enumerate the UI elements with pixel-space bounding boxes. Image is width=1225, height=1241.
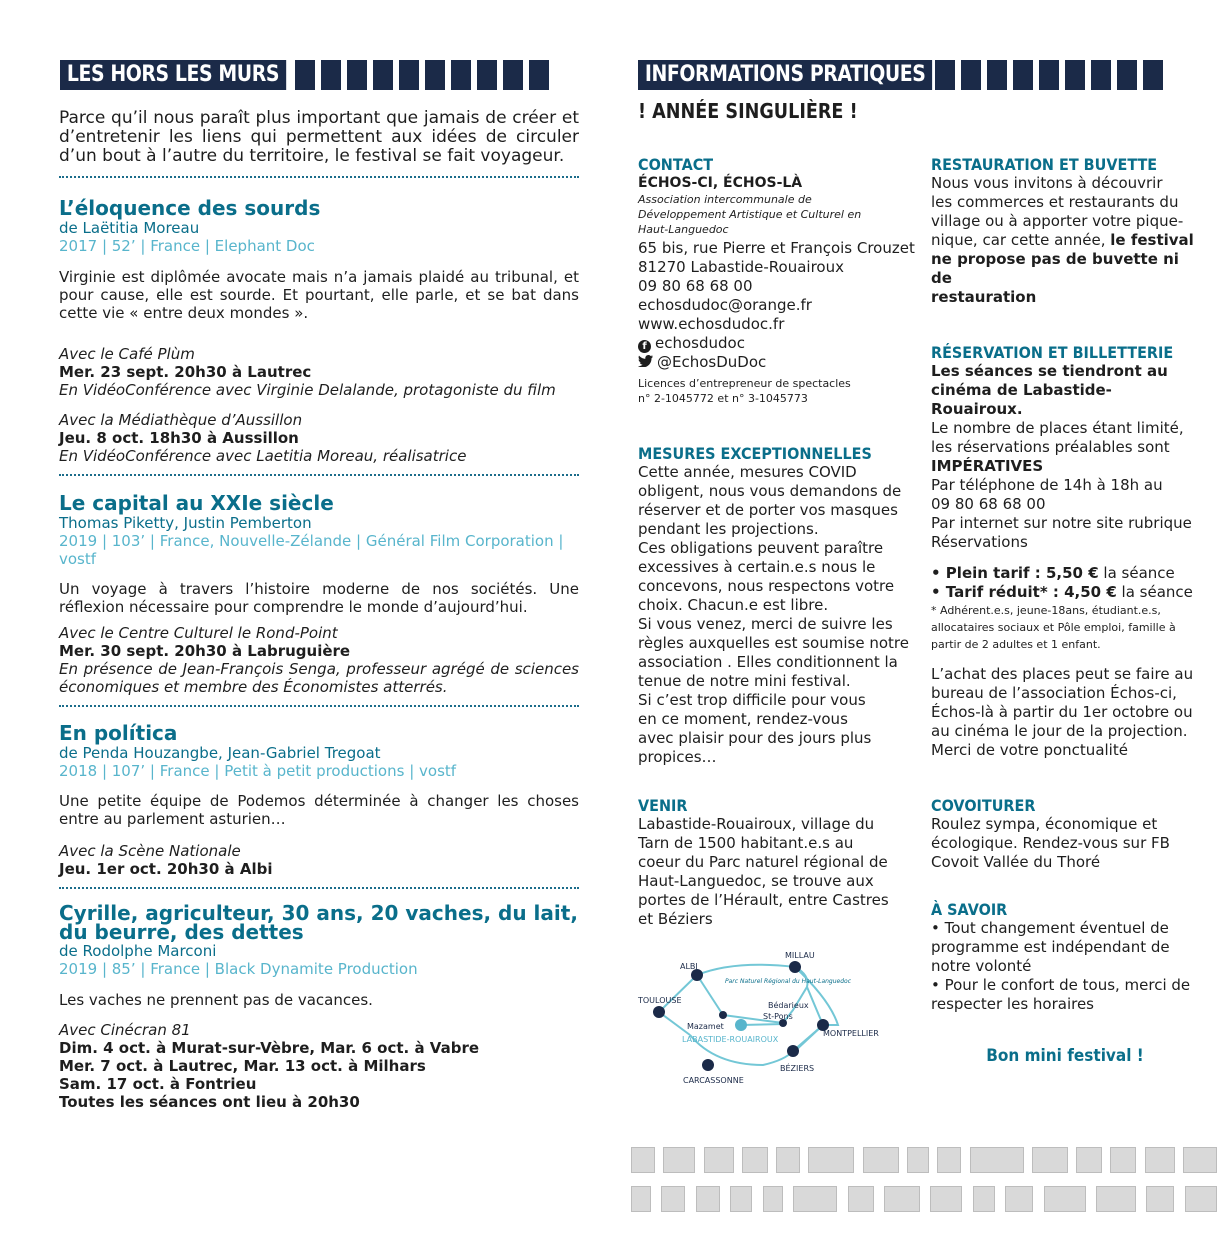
savoir-line: respecter les horaires (931, 995, 1094, 1013)
screening-line: Sam. 17 oct. à Fontrieu (59, 1075, 257, 1093)
achat-line: bureau de l’association Échos-ci, (931, 684, 1177, 702)
map-label-montpellier: MONTPELLIER (823, 1029, 879, 1038)
region-map (635, 945, 900, 1090)
map-label-bedarieux: Bédarieux (768, 1001, 809, 1010)
map-label-millau: MILLAU (785, 951, 815, 960)
divider (59, 705, 579, 707)
film-meta: 2019 | 85’ | France | Black Dynamite Production (59, 960, 418, 978)
mesures-line: Si vous venez, merci de suivre les (638, 615, 893, 633)
price-reduced: • Tarif réduit* : 4,50 € la séance (931, 583, 1193, 601)
screening-line: Toutes les séances ont lieu à 20h30 (59, 1093, 360, 1111)
screening-date: Mer. 30 sept. 20h30 à Labruguière (59, 642, 351, 660)
mesures-line: Si c’est trop difficile pour vous (638, 691, 866, 709)
partner-logo (763, 1186, 783, 1212)
film-director: de Penda Houzangbe, Jean-Gabriel Tregoat (59, 744, 381, 762)
subtitle: ! ANNÉE SINGULIÈRE ! (638, 99, 858, 123)
partner-logo (663, 1147, 695, 1173)
mesures-line: propices… (638, 748, 717, 766)
venir-line: et Béziers (638, 910, 713, 928)
mesures-line: en ce moment, rendez-vous (638, 710, 848, 728)
map-label-toulouse: TOULOUSE (638, 996, 682, 1005)
mesures-line: Ces obligations peuvent paraître (638, 539, 884, 557)
covoiturer-text (931, 815, 1199, 872)
partner-logo (631, 1186, 651, 1212)
screening-line: Mer. 7 oct. à Lautrec, Mar. 13 oct. à Milhars (59, 1057, 426, 1075)
partner-logos-row-2 (631, 1186, 1217, 1212)
savoir-heading: À SAVOIR (931, 900, 1008, 919)
price-full: • Plein tarif : 5,50 € la séance (931, 564, 1175, 582)
covoiturer-heading: COVOITURER (931, 796, 1036, 815)
reservation-bold-line: Les séances se tiendront au (931, 362, 1168, 380)
screening-partner: Avec le Café Plùm (59, 345, 195, 363)
reservation-line: Par téléphone de 14h à 18h au (931, 476, 1163, 494)
contact-heading: CONTACT (638, 155, 714, 174)
reservation-phone: 09 80 68 68 00 (931, 495, 1046, 513)
reservation-line: Par internet sur notre site rubrique (931, 514, 1192, 532)
info-column-a (638, 155, 918, 929)
film-synopsis: Virginie est diplômée avocate mais n’a jamais plaidé au tribunal, et pour cause, elle est sourde. Et pourtant, elle parle, et se bat dans cette vie « entre deux mondes ». (59, 268, 579, 322)
film-director: Thomas Piketty, Justin Pemberton (59, 514, 312, 532)
film-director: de Rodolphe Marconi (59, 942, 217, 960)
film-block (59, 901, 579, 1111)
mesures-line: avec plaisir pour des jours plus (638, 729, 872, 747)
intro-text: Parce qu’il nous paraît plus important que jamais de créer et d’entretenir les liens qui permettent aux idées de circuler d’un bout à l’autre du territoire, le festival se fait voyageur. (59, 108, 579, 166)
partner-logo (1185, 1186, 1217, 1212)
partner-logo (808, 1147, 854, 1173)
mesures-line: tenue de notre mini festival. (638, 672, 851, 690)
screening-partner: Avec Cinécran 81 (59, 1021, 191, 1039)
partner-logo (1044, 1186, 1086, 1212)
partner-logo (1146, 1186, 1174, 1212)
partner-logo (776, 1147, 800, 1173)
achat-line: Échos-là à partir du 1er octobre ou (931, 703, 1193, 721)
contact-address: 65 bis, rue Pierre et François Crouzet (638, 239, 915, 257)
mesures-line: règles auxquelles est soumise notre (638, 634, 909, 652)
partner-logo (1145, 1147, 1175, 1173)
achat-line: L’achat des places peut se faire au (931, 665, 1194, 683)
partner-logo (1110, 1147, 1136, 1173)
contact-city: 81270 Labastide-Rouairoux (638, 258, 844, 276)
contact-facebook[interactable] (638, 334, 918, 353)
film-block (59, 493, 579, 696)
map-label-albi: ALBI (680, 962, 698, 971)
restauration-line: village ou à apporter votre pique- (931, 212, 1184, 230)
achat-line: Merci de votre ponctualité (931, 741, 1128, 759)
venir-line: coeur du Parc naturel régional de (638, 853, 888, 871)
screening-date: Mer. 23 sept. 20h30 à Lautrec (59, 363, 312, 381)
venir-heading: VENIR (638, 796, 688, 815)
partner-logo (742, 1147, 768, 1173)
partner-logo (863, 1147, 899, 1173)
film-block (59, 723, 579, 878)
closing-message: Bon mini festival ! (986, 1046, 1144, 1066)
partner-logo (661, 1186, 685, 1212)
partner-logo (848, 1186, 874, 1212)
restauration-bold-line: ne propose pas de buvette ni de (931, 250, 1179, 287)
venir-line: Tarn de 1500 habitant.e.s au (638, 834, 854, 852)
reservation-line: Le nombre de places étant limité, (931, 419, 1184, 437)
divider (59, 176, 579, 178)
screening-note: En VidéoConférence avec Virginie Delalande, protagoniste du film (59, 381, 556, 399)
facebook-icon: f (638, 340, 651, 353)
partner-logo (884, 1186, 920, 1212)
partner-logo (930, 1186, 962, 1212)
partner-logo (973, 1186, 995, 1212)
screening-line: Dim. 4 oct. à Murat-sur-Vèbre, Mar. 6 oct. à Vabre (59, 1039, 480, 1057)
partner-logo (1076, 1147, 1102, 1173)
twitter-handle: @EchosDuDoc (657, 353, 767, 371)
covoiturer-line: Roulez sympa, économique et (931, 815, 1158, 833)
film-title: Cyrille, agriculteur, 30 ans, 20 vaches, du lait, du beurre, des dettes (59, 901, 578, 944)
partner-logo (793, 1186, 837, 1212)
restauration-line: nique, car cette année, le festival (931, 231, 1194, 249)
screening-date: Jeu. 1er oct. 20h30 à Albi (59, 860, 273, 878)
film-block (59, 198, 579, 465)
film-synopsis: Une petite équipe de Podemos déterminée à changer les choses entre au parlement asturien… (59, 792, 579, 828)
mesures-heading: MESURES EXCEPTIONNELLES (638, 444, 872, 463)
reservation-line: Réservations (931, 533, 1028, 551)
partner-logo (937, 1147, 961, 1173)
partner-logo (1183, 1147, 1217, 1173)
facebook-handle: echosdudoc (655, 334, 745, 352)
contact-email[interactable]: echosdudoc@orange.fr (638, 296, 812, 314)
film-title: L’éloquence des sourds (59, 196, 321, 220)
savoir-line: • Pour le confort de tous, merci de (931, 976, 1191, 994)
contact-website[interactable]: www.echosdudoc.fr (638, 315, 785, 333)
mesures-line: concevons, nous respectons votre (638, 577, 895, 595)
screening-partner: Avec la Médiathèque d’Aussillon (59, 411, 303, 429)
price-footnote: partir de 2 adultes et 1 enfant. (931, 638, 1101, 651)
mesures-line: obligent, nous vous demandons de (638, 482, 902, 500)
screening-note: En VidéoConférence avec Laetitia Moreau, réalisatrice (59, 447, 467, 465)
film-synopsis: Les vaches ne prennent pas de vacances. (59, 991, 373, 1009)
mesures-line: réserver et de porter vos masques (638, 501, 898, 519)
restauration-line: les commerces et restaurants du (931, 193, 1179, 211)
mesures-line: pendant les projections. (638, 520, 819, 538)
contact-phone: 09 80 68 68 00 (638, 277, 753, 295)
savoir-text (931, 919, 1199, 1014)
venir-text (638, 815, 918, 929)
price-footnote: * Adhérent.e.s, jeune-18ans, étudiant.e.s, (931, 604, 1161, 617)
mesures-line: choix. Chacun.e est libre. (638, 596, 829, 614)
contact-twitter[interactable] (638, 353, 918, 372)
section-band-hors-les-murs (60, 60, 549, 90)
map-label-carcassonne: CARCASSONNE (683, 1076, 744, 1085)
film-synopsis: Un voyage à travers l’histoire moderne de nos sociétés. Une réflexion nécessaire pour comprendre le monde d’aujourd’hui. (59, 580, 579, 616)
film-meta: 2018 | 107’ | France | Petit à petit productions | vostf (59, 762, 457, 780)
venir-line: portes de l’Hérault, entre Castres (638, 891, 889, 909)
screening-date: Jeu. 8 oct. 18h30 à Aussillon (59, 429, 299, 447)
film-director: de Laëtitia Moreau (59, 219, 200, 237)
partner-logo (704, 1147, 734, 1173)
decorative-blocks (295, 60, 549, 90)
map-label-stpons: St-Pons (763, 1012, 793, 1021)
reservation-imperative: IMPÉRATIVES (931, 457, 1044, 475)
contact-org-desc: Association intercommunale de Développement Artistique et Culturel en Haut-Languedoc (638, 193, 862, 236)
partner-logo (1005, 1186, 1033, 1212)
restauration-heading: RESTAURATION ET BUVETTE (931, 155, 1158, 174)
map-label-mazamet: Mazamet (687, 1022, 724, 1031)
restauration-bold-line: restauration (931, 288, 1037, 306)
mesures-line: Cette année, mesures COVID (638, 463, 857, 481)
film-meta: 2017 | 52’ | France | Elephant Doc (59, 237, 315, 255)
divider (59, 474, 579, 476)
left-column (59, 109, 579, 1111)
map-park-label: Parc Naturel Régional du Haut-Languedoc (725, 978, 852, 985)
mesures-line: excessives à certain.e.s nous le (638, 558, 876, 576)
mesures-text (638, 463, 918, 767)
reservation-heading: RÉSERVATION ET BILLETTERIE (931, 343, 1174, 362)
achat-text (931, 665, 1199, 760)
partner-logo (1032, 1147, 1068, 1173)
venir-line: Labastide-Rouairoux, village du (638, 815, 875, 833)
decorative-blocks (935, 60, 1163, 90)
partner-logo (631, 1147, 655, 1173)
covoiturer-line: écologique. Rendez-vous sur FB (931, 834, 1170, 852)
contact-org: ÉCHOS-CI, ÉCHOS-LÀ (638, 175, 803, 191)
film-title: En política (59, 721, 178, 745)
screening-partner: Avec la Scène Nationale (59, 842, 241, 860)
savoir-line: • Tout changement éventuel de (931, 919, 1169, 937)
divider (59, 887, 579, 889)
map-label-labastide: LABASTIDE-ROUAIROUX (682, 1035, 779, 1044)
map-label-beziers: BÉZIERS (780, 1064, 815, 1073)
section-title: LES HORS LES MURS (60, 60, 286, 90)
partner-logo (907, 1147, 929, 1173)
labastide-dot (735, 1019, 747, 1031)
twitter-icon (638, 353, 653, 372)
partner-logo (970, 1147, 1024, 1173)
mesures-line: association . Elles conditionnent la (638, 653, 898, 671)
screening-partner: Avec le Centre Culturel le Rond-Point (59, 624, 338, 642)
licence-line: Licences d’entrepreneur de spectacles (638, 377, 851, 390)
partner-logo (696, 1186, 720, 1212)
film-meta: 2019 | 103’ | France, Nouvelle-Zélande | Général Film Corporation | vostf (59, 532, 564, 568)
info-column-b (931, 155, 1199, 1084)
venir-line: Haut-Languedoc, se trouve aux (638, 872, 874, 890)
partner-logo (1096, 1186, 1136, 1212)
price-footnote: allocataires sociaux et Pôle emploi, famille à (931, 621, 1176, 634)
section-band-informations (638, 60, 1163, 90)
screening-note: En présence de Jean-François Senga, professeur agrégé de sciences économiques et membre des Économistes atterrés. (59, 660, 579, 696)
partner-logos-row-1 (631, 1147, 1217, 1173)
reservation-line: les réservations préalables sont (931, 438, 1170, 456)
film-title: Le capital au XXIe siècle (59, 491, 334, 515)
reservation-bold-line: cinéma de Labastide-Rouairoux. (931, 381, 1112, 418)
savoir-line: programme est indépendant de (931, 938, 1170, 956)
achat-line: au cinéma le jour de la projection. (931, 722, 1188, 740)
restauration-line: Nous vous invitons à découvrir (931, 174, 1163, 192)
partner-logo (730, 1186, 752, 1212)
licence-numbers: n° 2-1045772 et n° 3-1045773 (638, 392, 808, 405)
section-title: INFORMATIONS PRATIQUES (638, 60, 932, 90)
covoiturer-line: Covoit Vallée du Thoré (931, 853, 1101, 871)
savoir-line: notre volonté (931, 957, 1032, 975)
